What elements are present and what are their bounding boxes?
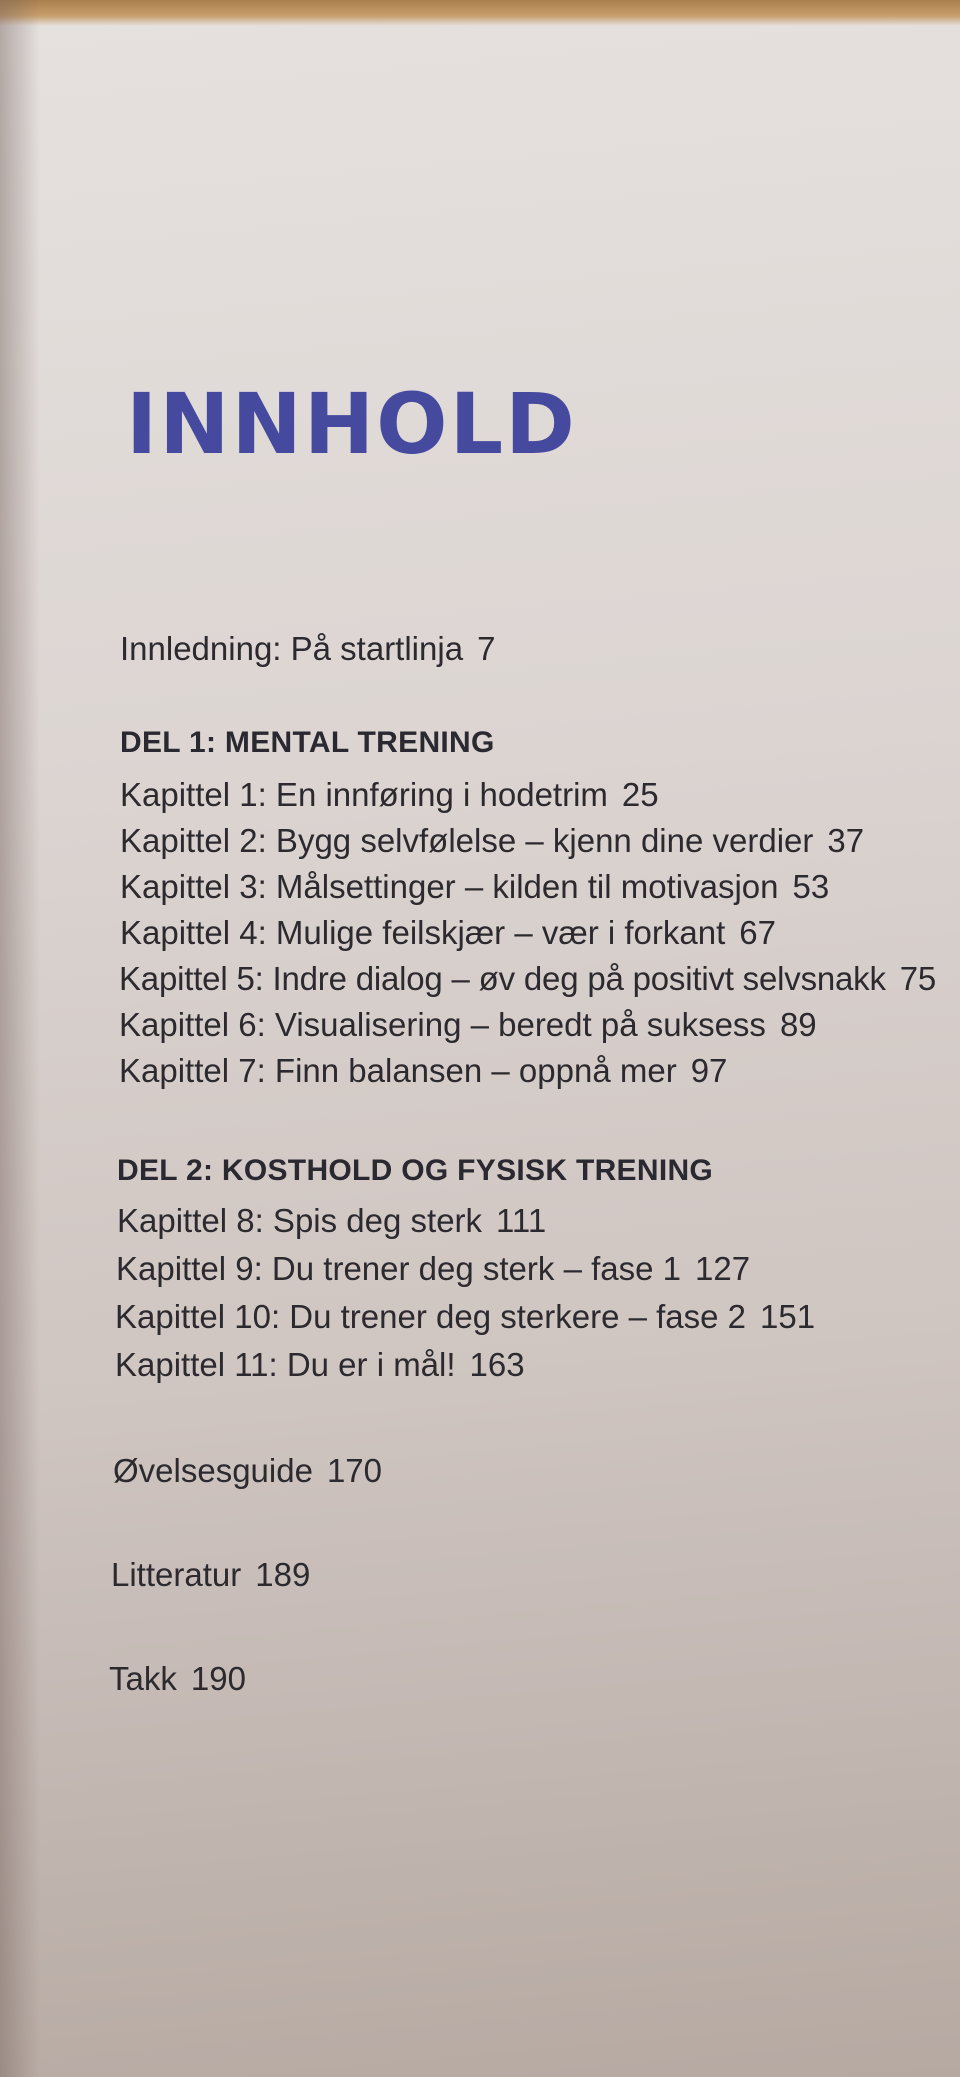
toc-entry <box>119 1054 727 1087</box>
toc-entry-label: Kapittel 10: Du trener deg sterkere – fase 2 <box>115 1298 747 1335</box>
toc-entry <box>115 1348 525 1381</box>
toc-entry-page: 151 <box>760 1298 816 1335</box>
toc-entry-page: 89 <box>779 1006 817 1043</box>
toc-entry <box>120 824 864 857</box>
toc-entry-intro <box>120 632 495 665</box>
toc-entry-label: Kapittel 11: Du er i mål! <box>115 1346 456 1383</box>
section-heading-part2: DEL 2: KOSTHOLD OG FYSISK TRENING <box>117 1154 714 1187</box>
toc-entry-label: Litteratur <box>111 1556 242 1593</box>
toc-entry-page: 170 <box>326 1452 383 1489</box>
toc-entry-thanks <box>109 1662 246 1695</box>
toc-entry <box>116 1252 750 1285</box>
toc-entry-label: Kapittel 7: Finn balansen – oppnå mer <box>119 1052 677 1089</box>
toc-entry-label: Takk <box>109 1660 177 1697</box>
toc-entry-label: Kapittel 2: Bygg selvfølelse – kjenn dine verdier <box>120 822 814 859</box>
toc-entry-label: Kapittel 1: En innføring i hodetrim <box>120 776 608 813</box>
toc-entry-label: Innledning: På startlinja <box>120 630 464 667</box>
toc-entry-page: 53 <box>792 868 830 905</box>
toc-entry-page: 189 <box>255 1556 311 1593</box>
toc-entry-label: Kapittel 9: Du trener deg sterk – fase 1 <box>116 1250 681 1287</box>
toc-entry-page: 25 <box>621 776 659 813</box>
toc-entry-label: Kapittel 6: Visualisering – beredt på suksess <box>119 1006 766 1043</box>
toc-entry-page: 111 <box>496 1202 547 1239</box>
toc-entry-literature <box>111 1558 310 1591</box>
section-heading-part1: DEL 1: MENTAL TRENING <box>120 726 495 759</box>
toc-entry <box>115 1300 815 1333</box>
toc-entry-label: Kapittel 8: Spis deg sterk <box>117 1202 483 1239</box>
toc-entry-label: Kapittel 3: Målsettinger – kilden til motivasjon <box>120 868 779 905</box>
toc-entry-page: 67 <box>739 914 776 951</box>
toc-entry-exercise-guide <box>113 1454 382 1487</box>
toc-entry <box>120 916 776 949</box>
toc-entry-page: 127 <box>694 1250 751 1287</box>
toc-entry <box>120 778 659 811</box>
toc-entry-page: 163 <box>469 1346 525 1383</box>
toc-entry-page: 190 <box>190 1660 246 1697</box>
toc-entry-label: Øvelsesguide <box>113 1452 313 1489</box>
toc-entry-page: 37 <box>827 822 865 859</box>
toc-entry <box>120 870 829 903</box>
toc-entry-page: 75 <box>899 960 937 997</box>
page-title: INNHOLD <box>126 375 577 473</box>
toc-entry-page: 7 <box>477 630 496 667</box>
toc-entry-label: Kapittel 5: Indre dialog – øv deg på positivt selvsnakk <box>119 960 886 997</box>
toc-entry-label: Kapittel 4: Mulige feilskjær – vær i forkant <box>120 914 726 951</box>
toc-entry <box>119 1008 817 1041</box>
toc-entry <box>117 1204 546 1237</box>
toc-entry-page: 97 <box>690 1052 728 1089</box>
toc-entry <box>119 962 936 995</box>
